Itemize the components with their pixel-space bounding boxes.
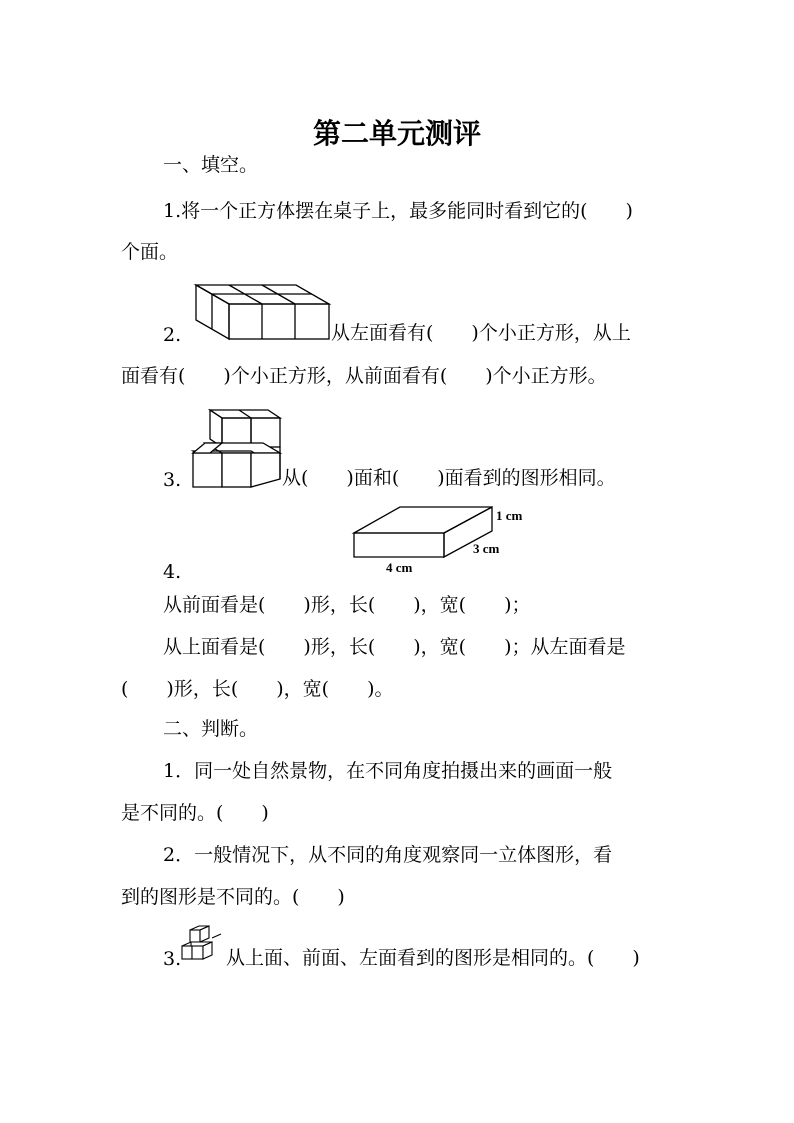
dimension-depth-label: 3 cm: [473, 541, 500, 556]
section-heading-fill-blank: 一、填空。: [163, 154, 259, 176]
cube-stack-figure-q2: [196, 284, 330, 340]
question-4-line-3: ( )形，长( )，宽( )。: [121, 678, 394, 700]
judge-question-1-line-2: 是不同的。( ): [121, 802, 269, 824]
judge-question-2-line-2: 到的图形是不同的。( ): [121, 886, 345, 908]
question-2-line-2: 面看有( )个小正方形，从前面看有( )个小正方形。: [121, 365, 607, 387]
judge-question-3-text: 从上面、前面、左面看到的图形是相同的。( ): [226, 947, 640, 969]
judge-question-3-number: 3.: [163, 948, 182, 970]
dimension-height-label: 1 cm: [496, 508, 523, 523]
judge-question-2-line-1: 2．一般情况下，从不同的角度观察同一立体图形，看: [163, 844, 613, 866]
page-title: 第二单元测评: [312, 117, 481, 150]
dimension-length-label: 4 cm: [386, 560, 413, 575]
question-2-number: 2.: [163, 324, 182, 346]
question-2-line-1: 从左面看有( )个小正方形，从上: [331, 322, 631, 344]
question-4-line-1: 从前面看是( )形，长( )，宽( )；: [163, 594, 531, 616]
question-4-number: 4.: [163, 561, 182, 583]
cube-stack-figure-q3: [193, 409, 283, 489]
question-4-line-2: 从上面看是( )形，长( )，宽( )；从左面看是: [163, 636, 626, 658]
question-1-line-2: 个面。: [121, 241, 179, 263]
question-3-number: 3.: [163, 469, 182, 491]
question-1-line-1: 1.将一个正方体摆在桌子上，最多能同时看到它的( ): [163, 200, 633, 222]
judge-question-1-line-1: 1．同一处自然景物，在不同角度拍摄出来的画面一般: [163, 760, 613, 782]
small-cube-figure-j3: [180, 925, 224, 961]
question-3-text: 从( )面和( )面看到的图形相同。: [282, 467, 616, 489]
section-heading-judge: 二、判断。: [163, 718, 259, 740]
